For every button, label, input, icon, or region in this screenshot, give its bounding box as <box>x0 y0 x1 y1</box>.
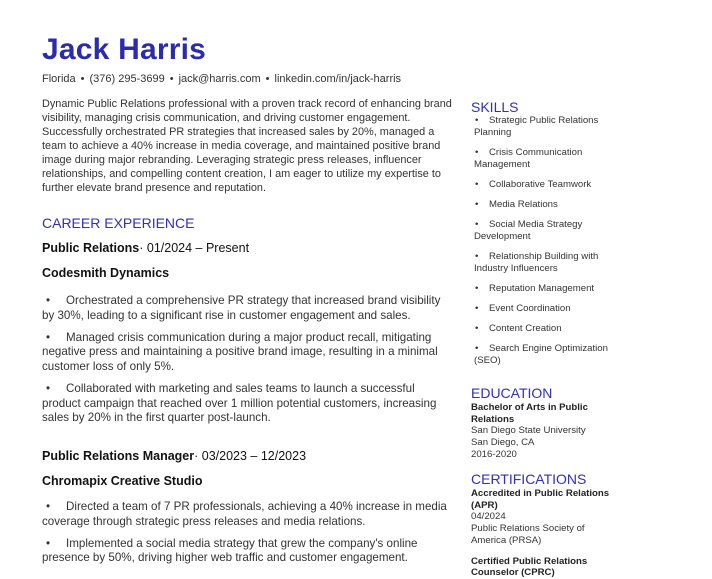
company-name: Codesmith Dynamics <box>42 266 170 280</box>
bullet-icon: • <box>475 115 479 126</box>
skill-item <box>474 283 624 295</box>
job-title-line <box>42 449 306 463</box>
job-dates: · 03/2023 – 12/2023 <box>194 449 307 463</box>
skills-heading: SKILLS <box>471 99 519 115</box>
job-title-line <box>42 241 249 255</box>
certification-issuer: Public Relations Society of America (PRSA) <box>471 523 585 546</box>
contact-phone: (376) 295-3699 <box>89 73 165 85</box>
bullet-icon: • <box>475 251 479 262</box>
skill-text: Event Coordination <box>489 303 571 314</box>
certification-name: Certified Public Relations Counselor (CPRC) <box>471 555 588 579</box>
bullet-icon: • <box>475 179 479 190</box>
education-entry <box>471 402 621 461</box>
skill-item <box>474 179 624 191</box>
skill-item <box>474 147 624 171</box>
bullet-text: Implemented a social media strategy that grew the company's online presence by 50%, driving higher web traffic and customer engagement. <box>42 536 418 565</box>
bullet-icon: • <box>475 147 479 158</box>
certification-date: 04/2024 <box>471 511 506 523</box>
skill-item <box>474 323 624 335</box>
contact-email[interactable]: jack@harris.com <box>178 73 261 85</box>
skill-text: Reputation Management <box>489 283 595 294</box>
list-item <box>42 500 454 529</box>
summary: Dynamic Public Relations professional with a proven track record of enhancing brand visibility, managing crisis communication, and driving customer engagement. Successfully orchestrated PR strategies that increased sales by 20%, managed a team to achieve a 40% increase in media coverage, and maintained positive brand image during major rebranding. Leveraging strategic press releases, influencer relationships, and compelling content creation, I am eager to utilize my expertise to further elevate brand presence and reputation. <box>42 98 452 194</box>
job-bullets <box>42 294 454 433</box>
contact-linkedin[interactable]: linkedin.com/in/jack-harris <box>274 73 402 85</box>
education-years: 2016-2020 <box>471 448 517 460</box>
candidate-name: Jack Harris <box>42 33 206 66</box>
skill-item <box>474 199 624 211</box>
skill-item <box>474 343 624 367</box>
bullet-icon: • <box>475 283 479 294</box>
bullet-text: Managed crisis communication during a major product recall, mitigating negative press and maintaining a positive brand image, resulting in a minimal customer loss of only 5%. <box>42 330 438 373</box>
job-bullets <box>42 500 454 573</box>
skill-text: Collaborative Teamwork <box>489 179 592 190</box>
bullet-text: Directed a team of 7 PR professionals, achieving a 40% increase in media coverage through strategic press releases and media relations. <box>42 500 447 528</box>
bullet-icon: • <box>46 500 51 513</box>
separator: • <box>265 73 270 85</box>
skill-text: Media Relations <box>489 199 558 210</box>
bullet-icon: • <box>46 330 51 344</box>
education-heading: EDUCATION <box>471 385 553 401</box>
skill-item <box>474 219 624 243</box>
skill-text: Relationship Building with Industry Influencers <box>474 251 599 274</box>
bullet-icon: • <box>475 219 479 230</box>
bullet-icon: • <box>46 536 51 550</box>
certifications-list <box>471 488 621 579</box>
bullet-icon: • <box>475 343 479 354</box>
bullet-text: Orchestrated a comprehensive PR strategy that increased brand visibility by 30%, leading to a significant rise in customer engagement and sales. <box>42 294 441 322</box>
bullet-icon: • <box>475 303 479 314</box>
job-title: Public Relations <box>42 241 140 255</box>
skill-item <box>474 115 624 139</box>
list-item <box>42 537 454 566</box>
list-item <box>42 382 454 426</box>
school-location: San Diego, CA <box>471 437 535 449</box>
company-name: Chromapix Creative Studio <box>42 474 203 488</box>
certification-name: Accredited in Public Relations (APR) <box>471 488 610 511</box>
skills-list <box>474 115 624 375</box>
skill-text: Strategic Public Relations Planning <box>474 115 599 138</box>
skill-item <box>474 303 624 315</box>
career-experience-heading: CAREER EXPERIENCE <box>42 215 195 231</box>
job-title: Public Relations Manager <box>42 449 195 463</box>
degree: Bachelor of Arts in Public Relations <box>471 402 588 425</box>
separator: • <box>169 73 174 85</box>
list-item <box>42 331 454 375</box>
contact-line <box>42 73 401 85</box>
skill-text: Crisis Communication Management <box>474 147 583 170</box>
bullet-text: Collaborated with marketing and sales teams to launch a successful product campaign that reached over 1 million potential customers, increasing sales by 20% in the first quarter post-launch. <box>42 381 437 425</box>
bullet-icon: • <box>475 323 479 334</box>
skill-text: Content Creation <box>489 323 562 334</box>
bullet-icon: • <box>46 381 51 395</box>
school: San Diego State University <box>471 425 586 437</box>
skill-text: Social Media Strategy Development <box>474 219 583 242</box>
job-dates: · 01/2024 – Present <box>139 241 250 255</box>
skill-text: Search Engine Optimization (SEO) <box>474 343 608 366</box>
list-item <box>42 294 454 323</box>
bullet-icon: • <box>475 199 479 210</box>
separator: • <box>80 73 85 85</box>
contact-location: Florida <box>42 73 76 85</box>
skill-item <box>474 251 624 275</box>
certifications-heading: CERTIFICATIONS <box>471 471 587 487</box>
bullet-icon: • <box>46 294 51 307</box>
